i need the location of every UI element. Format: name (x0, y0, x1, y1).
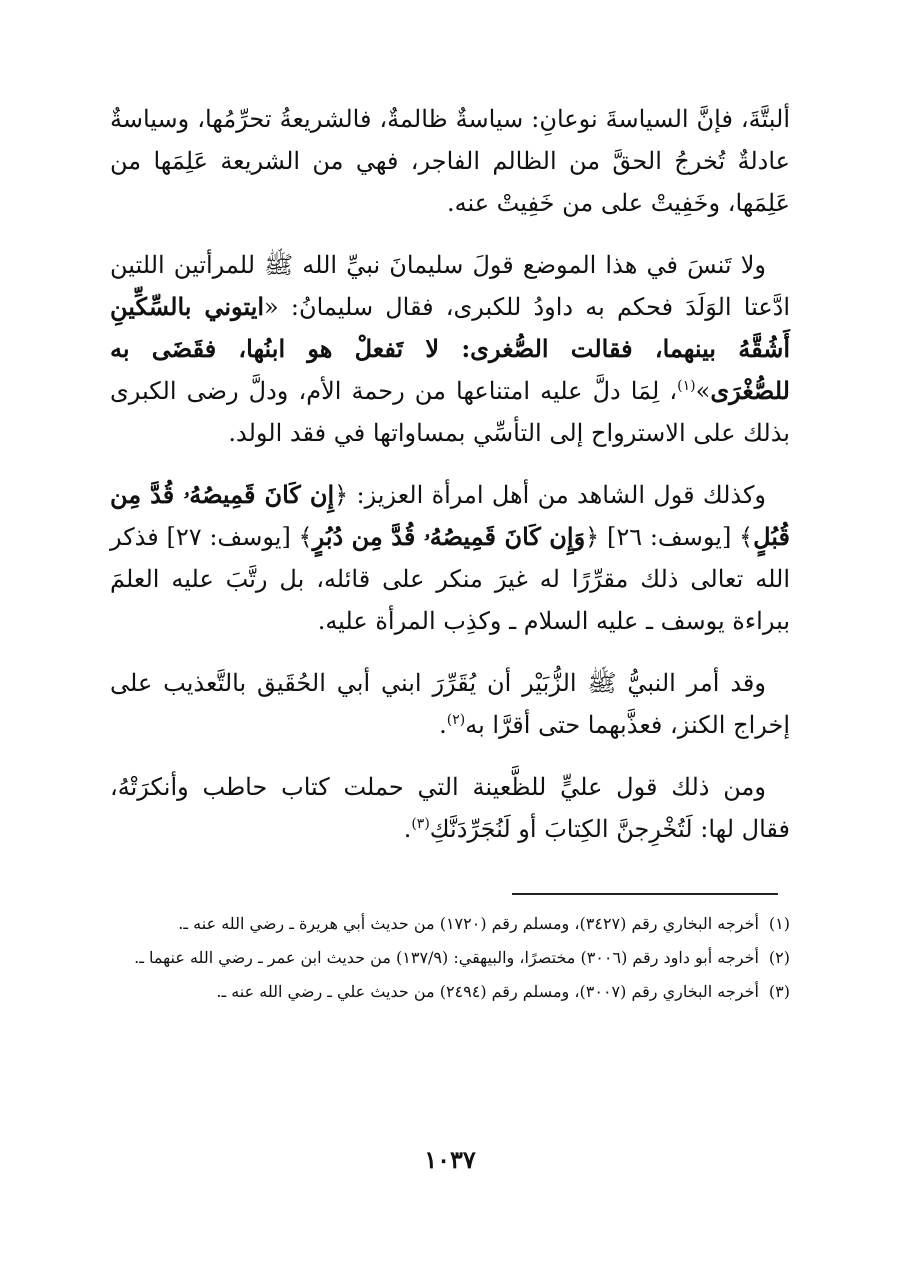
page-number: ١٠٣٧ (424, 1145, 476, 1174)
footnote-text: أخرجه البخاري رقم (٣٠٠٧)، ومسلم رقم (٢٤٩٤) من حديث علي ـ رضي الله عنه ـ. (216, 982, 759, 1001)
paragraph (110, 98, 790, 224)
paragraph (110, 474, 790, 642)
paragraph (110, 244, 790, 454)
paragraph (110, 766, 790, 850)
quoted-text: ايتوني بالسِّكِّينِ أَشُقَّهُ بينهما، فقالت الصُّغرى: لا تَفعلْ هو ابنُها، فقَضَى به للصُّغْرَى (110, 292, 790, 405)
paragraph (110, 662, 790, 746)
footnote (110, 978, 790, 1006)
quoted-text: وَإِن كَانَ قَمِيصُهُۥ قُدَّ مِن دُبُرٍ (312, 522, 586, 551)
footnote-reference: (٢) (446, 712, 466, 728)
footnote-reference: (٣) (411, 816, 430, 832)
text-run: ألبتَّةَ، فإنَّ السياسةَ نوعانِ: سياسةٌ ظالمةٌ، فالشريعةُ تحرِّمُها، وسياسةٌ عادلةٌ تُخرجُ الحقَّ من الظالم الفاجر، فهي من الشريعة عَلِمَها من عَلِمَها، وخَفِيتْ على من خَفِيتْ عنه. (110, 105, 790, 217)
quoted-text: إِن كَانَ قَمِيصُهُۥ قُدَّ مِن قُبُلٍ (110, 480, 790, 551)
main-text (110, 98, 790, 870)
footnote-text: أخرجه البخاري رقم (٣٤٢٧)، ومسلم رقم (١٧٢٠) من حديث أبي هريرة ـ رضي الله عنه ـ. (178, 914, 759, 933)
text-run: وكذلك قول الشاهد من أهل امرأة العزيز: ﴿ (334, 481, 766, 509)
text-run: ﴾ [يوسف: ٢٦] ﴿ (585, 523, 754, 551)
footnote-text: أخرجه أبو داود رقم (٣٠٠٦) مختصرًا، والبيهقي: (١٣٧/٩) من حديث ابن عمر ـ رضي الله عنهما ـ. (134, 948, 759, 967)
text-run: ومن ذلك قول عليٍّ للظَّعينة التي حملت كتاب حاطب وأنكرَتْهُ، فقال لها: لَتُخْرِجنَّ الكِتابَ أو لَنُجَرِّدَنَّكِ (110, 773, 790, 843)
text-run: . (439, 711, 447, 739)
text-run: ولا تَنسَ في هذا الموضع قولَ سليمانَ نبيِّ الله ﷺ للمرأتين اللتين ادَّعتا الوَلَدَ فحكم به داودُ للكبرى، فقال سليمانُ: « (110, 251, 790, 321)
text-run: ﴾ [يوسف: ٢٧] فذكر الله تعالى ذلك مقرِّرًا له غيرَ منكر على قائله، بل رتَّبَ عليه العلمَ ببراءة يوسف ـ عليه السلام ـ وكذِب المرأة عليه. (110, 523, 790, 635)
footnote-number: (٣) (768, 982, 790, 1001)
footnote (110, 910, 790, 938)
footnote-number: (٢) (768, 948, 790, 967)
text-run: ، لِمَا دلَّ عليه امتناعها من رحمة الأم، ودلَّ رضى الكبرى بذلك على الاسترواح إلى التأسِّي بمساواتها في فقد الولد. (110, 377, 790, 447)
footnote-separator (512, 893, 778, 895)
text-run: » (695, 377, 711, 405)
footnotes (110, 910, 790, 1012)
footnote (110, 944, 790, 972)
text-run: . (403, 815, 412, 843)
text-run: وقد أمر النبيُّ ﷺ الزُّبَيْر أن يُقَرِّرَ ابني أبي الحُقَيق بالتَّعذيب على إخراج الكنز، فعذَّبهما حتى أقرَّا به (110, 669, 790, 739)
footnote-number: (١) (768, 914, 790, 933)
footnote-reference: (١) (677, 378, 696, 394)
